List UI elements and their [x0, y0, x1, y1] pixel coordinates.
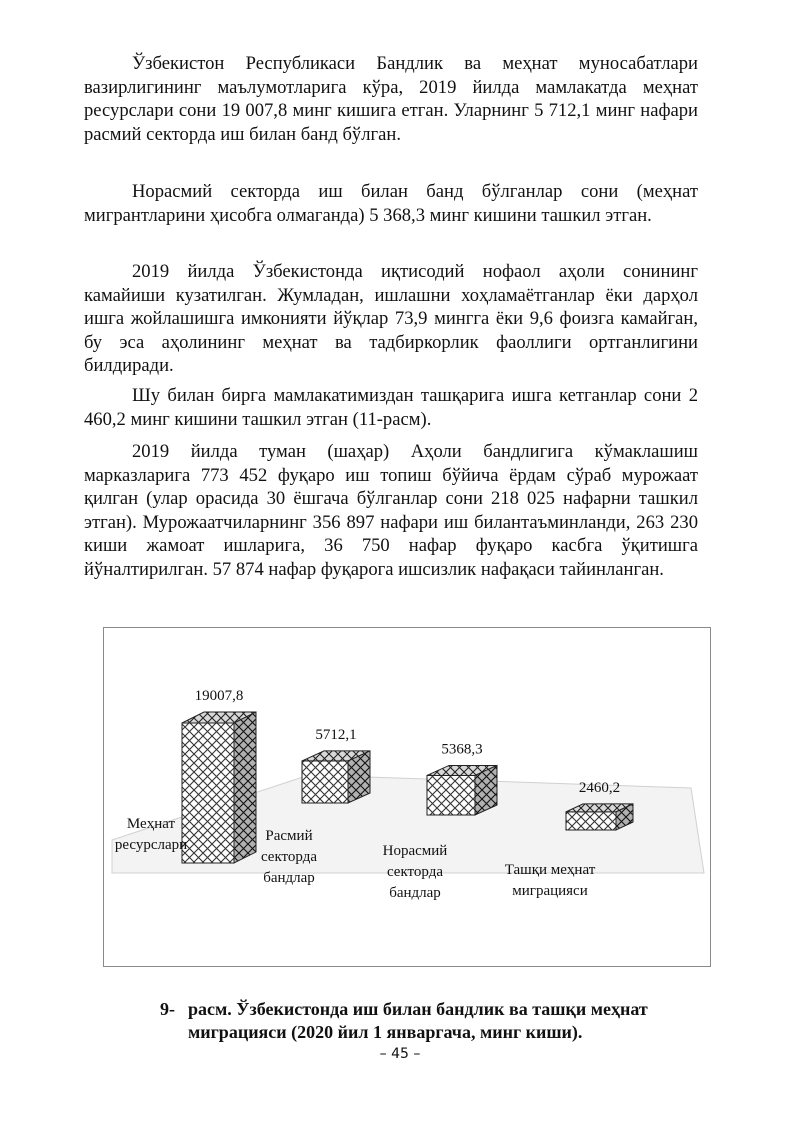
paragraph-labor-resources: Ўзбекистон Республикаси Бандлик ва меҳнат муносабатлари вазирлигининг маълумотларига кўра, 2019 йилда мамлакатда меҳнат ресурслари сони 19 007,8 минг кишига етган. Уларнинг 5 712,1 минг нафари расмий секторда иш билан банд бўлган.	[84, 53, 698, 145]
category-label: Ташқи меҳнат миграцияси	[504, 862, 596, 899]
figure-number: 9-	[160, 999, 175, 1019]
bar-side-face	[234, 712, 256, 863]
bar-value-label: 5712,1	[315, 726, 357, 743]
bar-front-face	[427, 775, 475, 815]
chart-frame	[103, 627, 711, 967]
bar-2	[302, 751, 370, 803]
bar-value-label: 2460,2	[578, 779, 621, 796]
bar-front-face	[302, 761, 348, 803]
bar-front-face	[566, 812, 616, 830]
bar-value-label: 19007,8	[194, 688, 244, 704]
bar-chart	[104, 628, 709, 965]
category-label: Норасмий секторда бандлар	[382, 843, 448, 901]
paragraph-inactive-population: 2019 йилда Ўзбекистонда иқтисодий нофаол аҳоли сонининг камайиши кузатилган. Жумладан, ишлашни хоҳламаётганлар ёки дарҳол ишга жойлашишга имконияти йўқлар 73,9 мингга ёки 9,6 фоизга камайган, бу эса аҳолининг меҳнат ва тадбиркорлик фаоллиги ортганлигини билдиради.	[84, 261, 698, 376]
category-label: Меҳнат ресурслари	[114, 816, 188, 853]
bar-3	[427, 765, 497, 815]
bar-1	[182, 712, 256, 863]
paragraph-informal-sector: Норасмий секторда иш билан банд бўлганлар сони (меҳнат мигрантларини ҳисобга олмаганда) 5 368,3 минг кишини ташкил этган.	[84, 181, 698, 226]
page-number: – 45 –	[379, 1046, 421, 1062]
bar-front-face	[182, 723, 234, 863]
bar-value-label: 5368,3	[441, 741, 483, 758]
paragraph-labor-migration: Шу билан бирга мамлакатимиздан ташқарига ишга кетганлар сони 2 460,2 минг кишини ташкил этган (11-расм).	[84, 385, 698, 430]
caption-line-1: расм. Ўзбекистонда иш билан бандлик ва ташқи меҳнат	[188, 999, 648, 1019]
caption-line-2: миграцияси (2020 йил 1 январгача, минг киши).	[188, 1022, 583, 1042]
bar-4	[566, 804, 633, 830]
category-label: Расмий секторда бандлар	[260, 828, 318, 886]
paragraph-employment-centers: 2019 йилда туман (шаҳар) Аҳоли бандлигига кўмаклашиш марказларига 773 452 фуқаро иш топиш бўйича ёрдам сўраб мурожаат қилган (улар орасида 30 ёшгача бўлганлар сони 218 025 нафарни ташкил этган). Мурожаатчиларнинг 356 897 нафари иш билантаъминланди, 263 230 киши жамоат ишларига, 36 750 нафар фуқаро касбга ўқитишга йўналтирилган. 57 874 нафар фуқарога ишсизлик нафақаси тайинланган.	[84, 441, 698, 580]
